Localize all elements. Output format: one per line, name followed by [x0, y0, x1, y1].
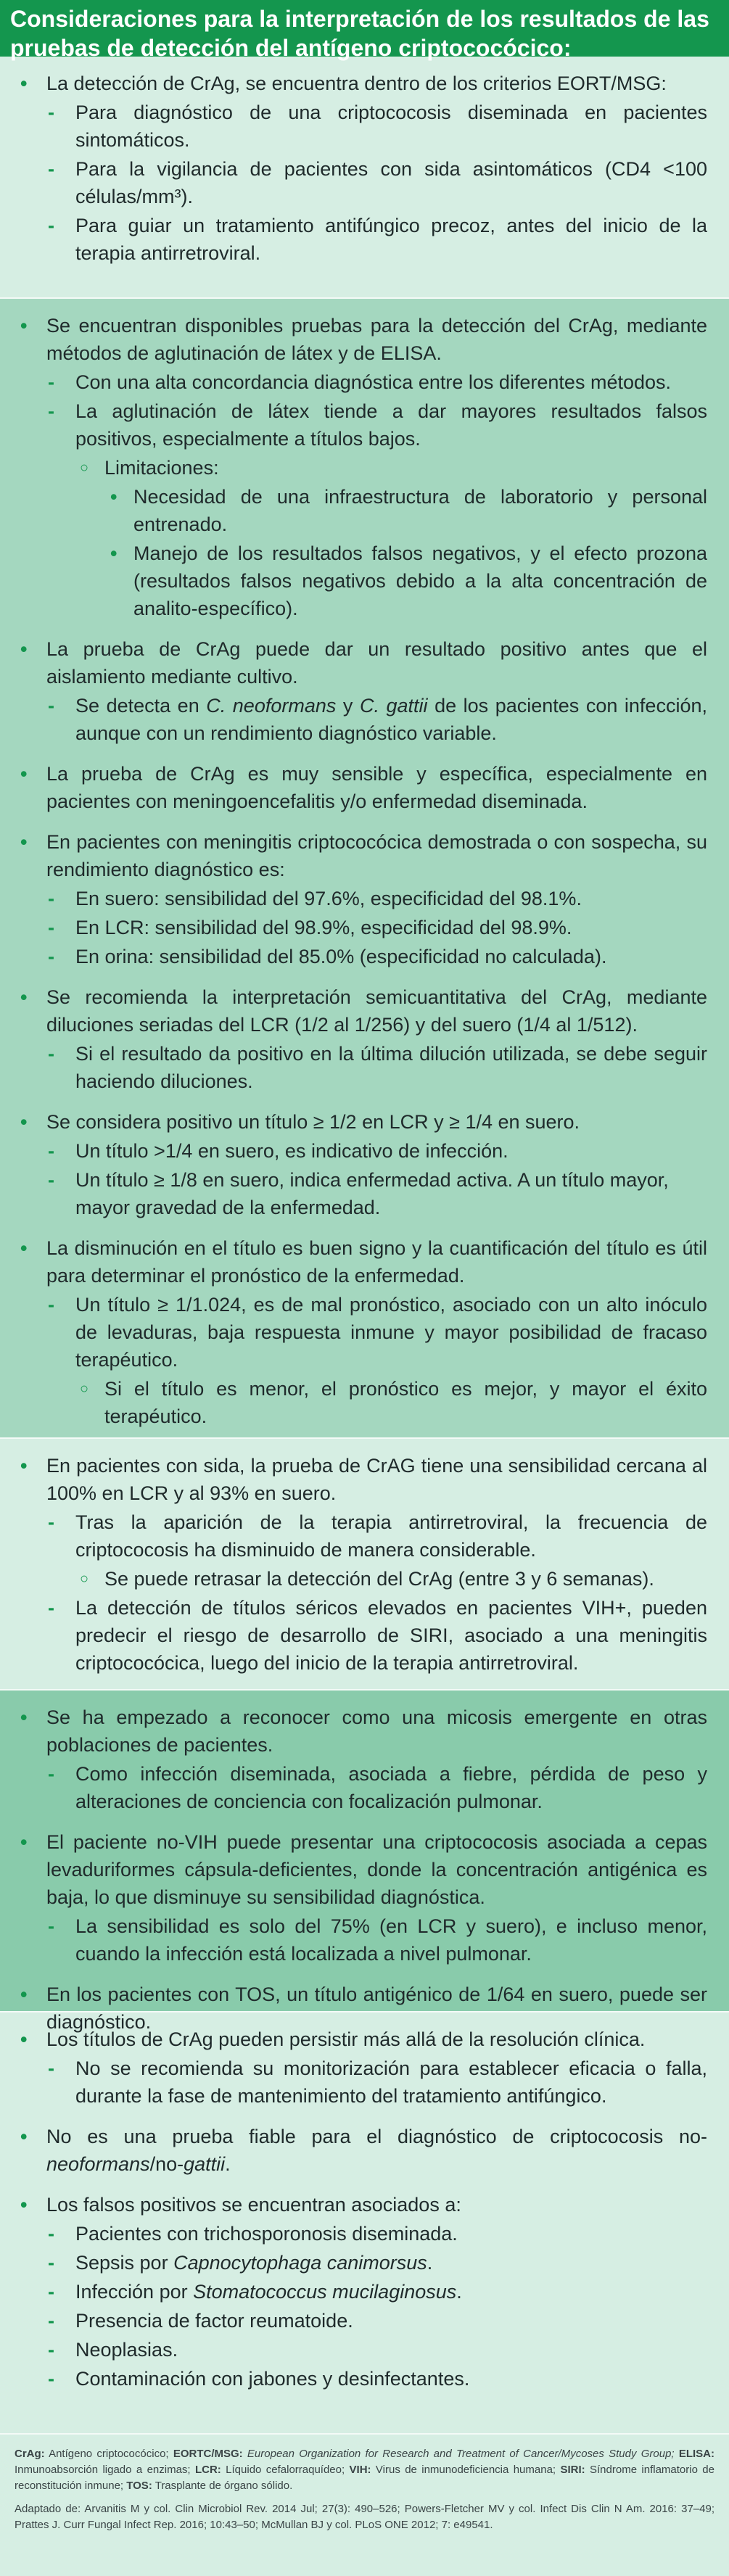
list-item: • Se recomienda la interpretación semicuantitativa del CrAg, mediante diluciones seriadas del LCR (1/2 al 1/256) y del suero (1/4 al 1/512). - Si el resultado da positivo en la última dilución utilizada, se debe seguir haciendo diluciones. — [15, 983, 707, 1095]
dash-icon: - — [48, 888, 54, 909]
bullet-icon: • — [20, 2126, 28, 2147]
bullet-icon: • — [20, 1983, 28, 2005]
list-item: • Los falsos positivos se encuentran asociados a: - Pacientes con trichosporonosis diseminada. - Sepsis por Capnocytophaga canimorsus. - Infección por Stomatococcus mucilaginosus. - Presencia de factor reumatoide. - Neoplasias. - Contaminación con jabones y desinfectantes. — [15, 2191, 707, 2393]
sub-list-item: - La detección de títulos séricos elevados en pacientes VIH+, pueden predecir el riesgo de desarrollo de SIRI, asociado a una meningitis criptococócica, luego del inicio de la terapia antirretroviral. — [46, 1594, 707, 1677]
sub-list-item: - Un título >1/4 en suero, es indicativo de infección. — [46, 1137, 707, 1165]
sub-list-item: - Presencia de factor reumatoide. — [46, 2307, 707, 2334]
sub-list-item: - Un título ≥ 1/1.024, es de mal pronóstico, asociado con un alto inóculo de levaduras, baja respuesta inmune y mayor posibilidad de fracaso terapéutico. ○ Si el título es menor, el pronóstico es mejor, y mayor el éxito terapéutico. — [46, 1291, 707, 1430]
sub-list-item: - Contaminación con jabones y desinfectantes. — [46, 2365, 707, 2393]
ring-bullet-icon: ○ — [80, 460, 89, 476]
sub-list-item: - La aglutinación de látex tiende a dar mayores resultados falsos positivos, especialmente a títulos bajos. ○ Limitaciones: • Necesidad de una infraestructura de laboratorio y personal entrenado. • Manejo de los resultados falsos negativos, y el efecto prozona (resultados falsos negativos debido a la alta concentración de analito-específico). — [46, 397, 707, 622]
dash-icon: - — [48, 2339, 54, 2361]
dash-icon: - — [48, 2310, 54, 2332]
sub-list-item: - Para diagnóstico de una criptococosis diseminada en pacientes sintomáticos. — [46, 99, 707, 154]
list-item: • En pacientes con sida, la prueba de CrAG tiene una sensibilidad cercana al 100% en LCR y al 93% en suero. - Tras la aparición de la terapia antirretroviral, la frecuencia de criptococosis ha disminuido de manera considerable. ○ Se puede retrasar la detección del CrAg (entre 3 y 6 semanas). - La detección de títulos séricos elevados en pacientes VIH+, pueden predecir el riesgo de desarrollo de SIRI, asociado a una meningitis criptococócica, luego del inicio de la terapia antirretroviral. — [15, 1452, 707, 1677]
source-citation: Adaptado de: Arvanitis M y col. Clin Microbiol Rev. 2014 Jul; 27(3): 490–526; Powers-Fletcher MV y col. Infect Dis Clin N Am. 2016: 37–49; Prattes J. Curr Fungal Infect Rep. 2016; 10:43–50; McMullan BJ y col. PLoS ONE 2012; 7: e49541. — [15, 2503, 714, 2531]
ring-bullet-icon: ○ — [80, 1381, 89, 1397]
nested-list-item: ○ Limitaciones: • Necesidad de una infraestructura de laboratorio y personal entrenado. • Manejo de los resultados falsos negativos, y el efecto prozona (resultados falsos negativos debido a la alta concentración de analito-específico). — [75, 454, 707, 622]
abbreviations: CrAg: Antígeno criptococócico; EORTC/MSG: European Organization for Research and Treatment of Cancer/Mycoses Study Group; ELISA: Inmunoabsorción ligado a enzimas; LCR: Líquido cefalorraquídeo; VIH: Virus de inmunodeficiencia humana; SIRI: Síndrome inflamatorio de reconstitución inmune; TOS: Trasplante de órgano sólido. — [15, 2448, 714, 2492]
dash-icon: - — [48, 1140, 54, 1162]
sub-list-item: - Un título ≥ 1/8 en suero, indica enfermedad activa. A un título mayor, mayor gravedad de la enfermedad. — [46, 1166, 707, 1221]
dash-icon: - — [48, 1915, 54, 1937]
dash-icon: - — [48, 2057, 54, 2079]
bullet-icon: • — [110, 542, 118, 564]
sub-list-item: - Para guiar un tratamiento antifúngico precoz, antes del inicio de la terapia antirretroviral. — [46, 212, 707, 267]
sub-list-item: - Pacientes con trichosporonosis diseminada. — [46, 2220, 707, 2247]
bullet-icon: • — [20, 831, 28, 853]
list-item: • Se encuentran disponibles pruebas para la detección del CrAg, mediante métodos de aglutinación de látex y de ELISA. - Con una alta concordancia diagnóstica entre los diferentes métodos. - La aglutinación de látex tiende a dar mayores resultados falsos positivos, especialmente a títulos bajos. ○ Limitaciones: • Necesidad de una infraestructura de laboratorio y personal entrenado. • Manejo de los resultados falsos negativos, y el efecto prozona (resultados falsos negativos debido a la alta concentración de analito-específico). — [15, 312, 707, 622]
list-item: • La prueba de CrAg es muy sensible y específica, especialmente en pacientes con meningoencefalitis y/o enfermedad diseminada. — [15, 760, 707, 815]
ring-bullet-icon: ○ — [80, 1571, 89, 1587]
list-item: • En pacientes con meningitis criptococócica demostrada o con sospecha, su rendimiento diagnóstico es: - En suero: sensibilidad del 97.6%, especificidad del 98.1%. - En LCR: sensibilidad del 98.9%, especificidad del 98.9%. - En orina: sensibilidad del 85.0% (especificidad no calculada). — [15, 828, 707, 970]
sub-list-item: - En LCR: sensibilidad del 98.9%, especificidad del 98.9%. — [46, 914, 707, 941]
list-item: • No es una prueba fiable para el diagnóstico de criptococosis no-neoformans/no-gattii. — [15, 2123, 707, 2178]
bullet-icon: • — [20, 763, 28, 785]
bullet-icon: • — [20, 315, 28, 337]
list-item: • Se considera positivo un título ≥ 1/2 en LCR y ≥ 1/4 en suero. - Un título >1/4 en suero, es indicativo de infección. - Un título ≥ 1/8 en suero, indica enfermedad activa. A un título mayor, mayor gravedad de la enfermedad. — [15, 1108, 707, 1221]
list-item: • En los pacientes con TOS, un título antigénico de 1/64 en suero, puede ser diagnóstico. — [15, 1981, 707, 2036]
dash-icon: - — [48, 1763, 54, 1785]
dash-icon: - — [48, 102, 54, 123]
page-title: Consideraciones para la interpretación de los resultados de las pruebas de detección del antígeno criptococócico: — [0, 0, 729, 57]
sub-list-item: - Como infección diseminada, asociada a fiebre, pérdida de peso y alteraciones de conciencia con focalización pulmonar. — [46, 1760, 707, 1815]
nested-list-item: ○ Se puede retrasar la detección del CrAg (entre 3 y 6 semanas). — [75, 1565, 707, 1593]
sub-list-item: - Tras la aparición de la terapia antirretroviral, la frecuencia de criptococosis ha disminuido de manera considerable. ○ Se puede retrasar la detección del CrAg (entre 3 y 6 semanas). — [46, 1508, 707, 1593]
bullet-icon: • — [20, 1455, 28, 1477]
dash-icon: - — [48, 1043, 54, 1065]
dash-icon: - — [48, 2252, 54, 2274]
section-hiv — [0, 1439, 729, 1689]
dash-icon: - — [48, 917, 54, 938]
bullet-icon: • — [20, 986, 28, 1008]
nested-list-item: ○ Si el título es menor, el pronóstico es mejor, y mayor el éxito terapéutico. — [75, 1375, 707, 1430]
dash-icon: - — [48, 946, 54, 967]
nested-list-item: • Necesidad de una infraestructura de laboratorio y personal entrenado. — [104, 483, 707, 538]
dash-icon: - — [48, 1511, 54, 1533]
dash-icon: - — [48, 1169, 54, 1191]
section-limitations — [0, 2012, 729, 2433]
list-item: • El paciente no-VIH puede presentar una criptococosis asociada a cepas levaduriformes cápsula-deficientes, donde la concentración antigénica es baja, lo que disminuye su sensibilidad diagnóstica. - La sensibilidad es solo del 75% (en LCR y suero), e incluso menor, cuando la infección está localizada a nivel pulmonar. — [15, 1828, 707, 1968]
sub-list-item: - Se detecta en C. neoformans y C. gattii de los pacientes con infección, aunque con un rendimiento diagnóstico variable. — [46, 692, 707, 747]
dash-icon: - — [48, 695, 54, 717]
sub-list-item: - En orina: sensibilidad del 85.0% (especificidad no calculada). — [46, 943, 707, 970]
list-item: • Los títulos de CrAg pueden persistir más allá de la resolución clínica. - No se recomienda su monitorización para establecer eficacia o falla, durante la fase de mantenimiento del tratamiento antifúngico. — [15, 2026, 707, 2110]
footnotes — [0, 2435, 729, 2576]
list-item: • La prueba de CrAg puede dar un resultado positivo antes que el aislamiento mediante cultivo. - Se detecta en C. neoformans y C. gattii de los pacientes con infección, aunque con un rendimiento diagnóstico variable. — [15, 635, 707, 747]
sub-list-item: - Para la vigilancia de pacientes con sida asintomáticos (CD4 <100 células/mm³). — [46, 155, 707, 210]
dash-icon: - — [48, 400, 54, 422]
nested-list-item: • Manejo de los resultados falsos negativos, y el efecto prozona (resultados falsos negativos debido a la alta concentración de analito-específico). — [104, 540, 707, 622]
sub-list-item: - Infección por Stomatococcus mucilaginosus. — [46, 2278, 707, 2305]
sub-list-item: - En suero: sensibilidad del 97.6%, especificidad del 98.1%. — [46, 885, 707, 912]
dash-icon: - — [48, 2368, 54, 2390]
section-non-hiv — [0, 1690, 729, 2033]
dash-icon: - — [48, 1294, 54, 1316]
list-item: • Se ha empezado a reconocer como una micosis emergente en otras poblaciones de pacientes. - Como infección diseminada, asociada a fiebre, pérdida de peso y alteraciones de conciencia con focalización pulmonar. — [15, 1704, 707, 1815]
section-criteria — [0, 57, 729, 297]
bullet-icon: • — [20, 1237, 28, 1259]
bullet-icon: • — [20, 1706, 28, 1728]
sub-list-item: - Con una alta concordancia diagnóstica entre los diferentes métodos. — [46, 368, 707, 396]
sub-list-item: - La sensibilidad es solo del 75% (en LCR y suero), e incluso menor, cuando la infección está localizada a nivel pulmonar. — [46, 1912, 707, 1968]
dash-icon: - — [48, 1597, 54, 1619]
dash-icon: - — [48, 2281, 54, 2303]
sub-list-item: - Sepsis por Capnocytophaga canimorsus. — [46, 2249, 707, 2276]
sub-list-item: - Si el resultado da positivo en la última dilución utilizada, se debe seguir haciendo diluciones. — [46, 1040, 707, 1095]
bullet-icon: • — [20, 2028, 28, 2050]
list-item: • La disminución en el título es buen signo y la cuantificación del título es útil para determinar el pronóstico de la enfermedad. - Un título ≥ 1/1.024, es de mal pronóstico, asociado con un alto inóculo de levaduras, baja respuesta inmune y mayor posibilidad de fracaso terapéutico. ○ Si el título es menor, el pronóstico es mejor, y mayor el éxito terapéutico. — [15, 1234, 707, 1430]
sub-list-item: - No se recomienda su monitorización para establecer eficacia o falla, durante la fase de mantenimiento del tratamiento antifúngico. — [46, 2055, 707, 2110]
bullet-icon: • — [20, 2194, 28, 2216]
section-tests — [0, 299, 729, 1437]
bullet-icon: • — [110, 486, 118, 508]
list-item: • La detección de CrAg, se encuentra dentro de los criterios EORT/MSG: - Para diagnóstico de una criptococosis diseminada en pacientes sintomáticos. - Para la vigilancia de pacientes con sida asintomáticos (CD4 <100 células/mm³). - Para guiar un tratamiento antifúngico precoz, antes del inicio de la terapia antirretroviral. — [15, 70, 707, 267]
dash-icon: - — [48, 371, 54, 393]
bullet-icon: • — [20, 1831, 28, 1853]
bullet-icon: • — [20, 1111, 28, 1133]
dash-icon: - — [48, 215, 54, 236]
sub-list-item: - Neoplasias. — [46, 2336, 707, 2364]
dash-icon: - — [48, 158, 54, 180]
dash-icon: - — [48, 2223, 54, 2245]
bullet-icon: • — [20, 73, 28, 94]
bullet-icon: • — [20, 638, 28, 660]
